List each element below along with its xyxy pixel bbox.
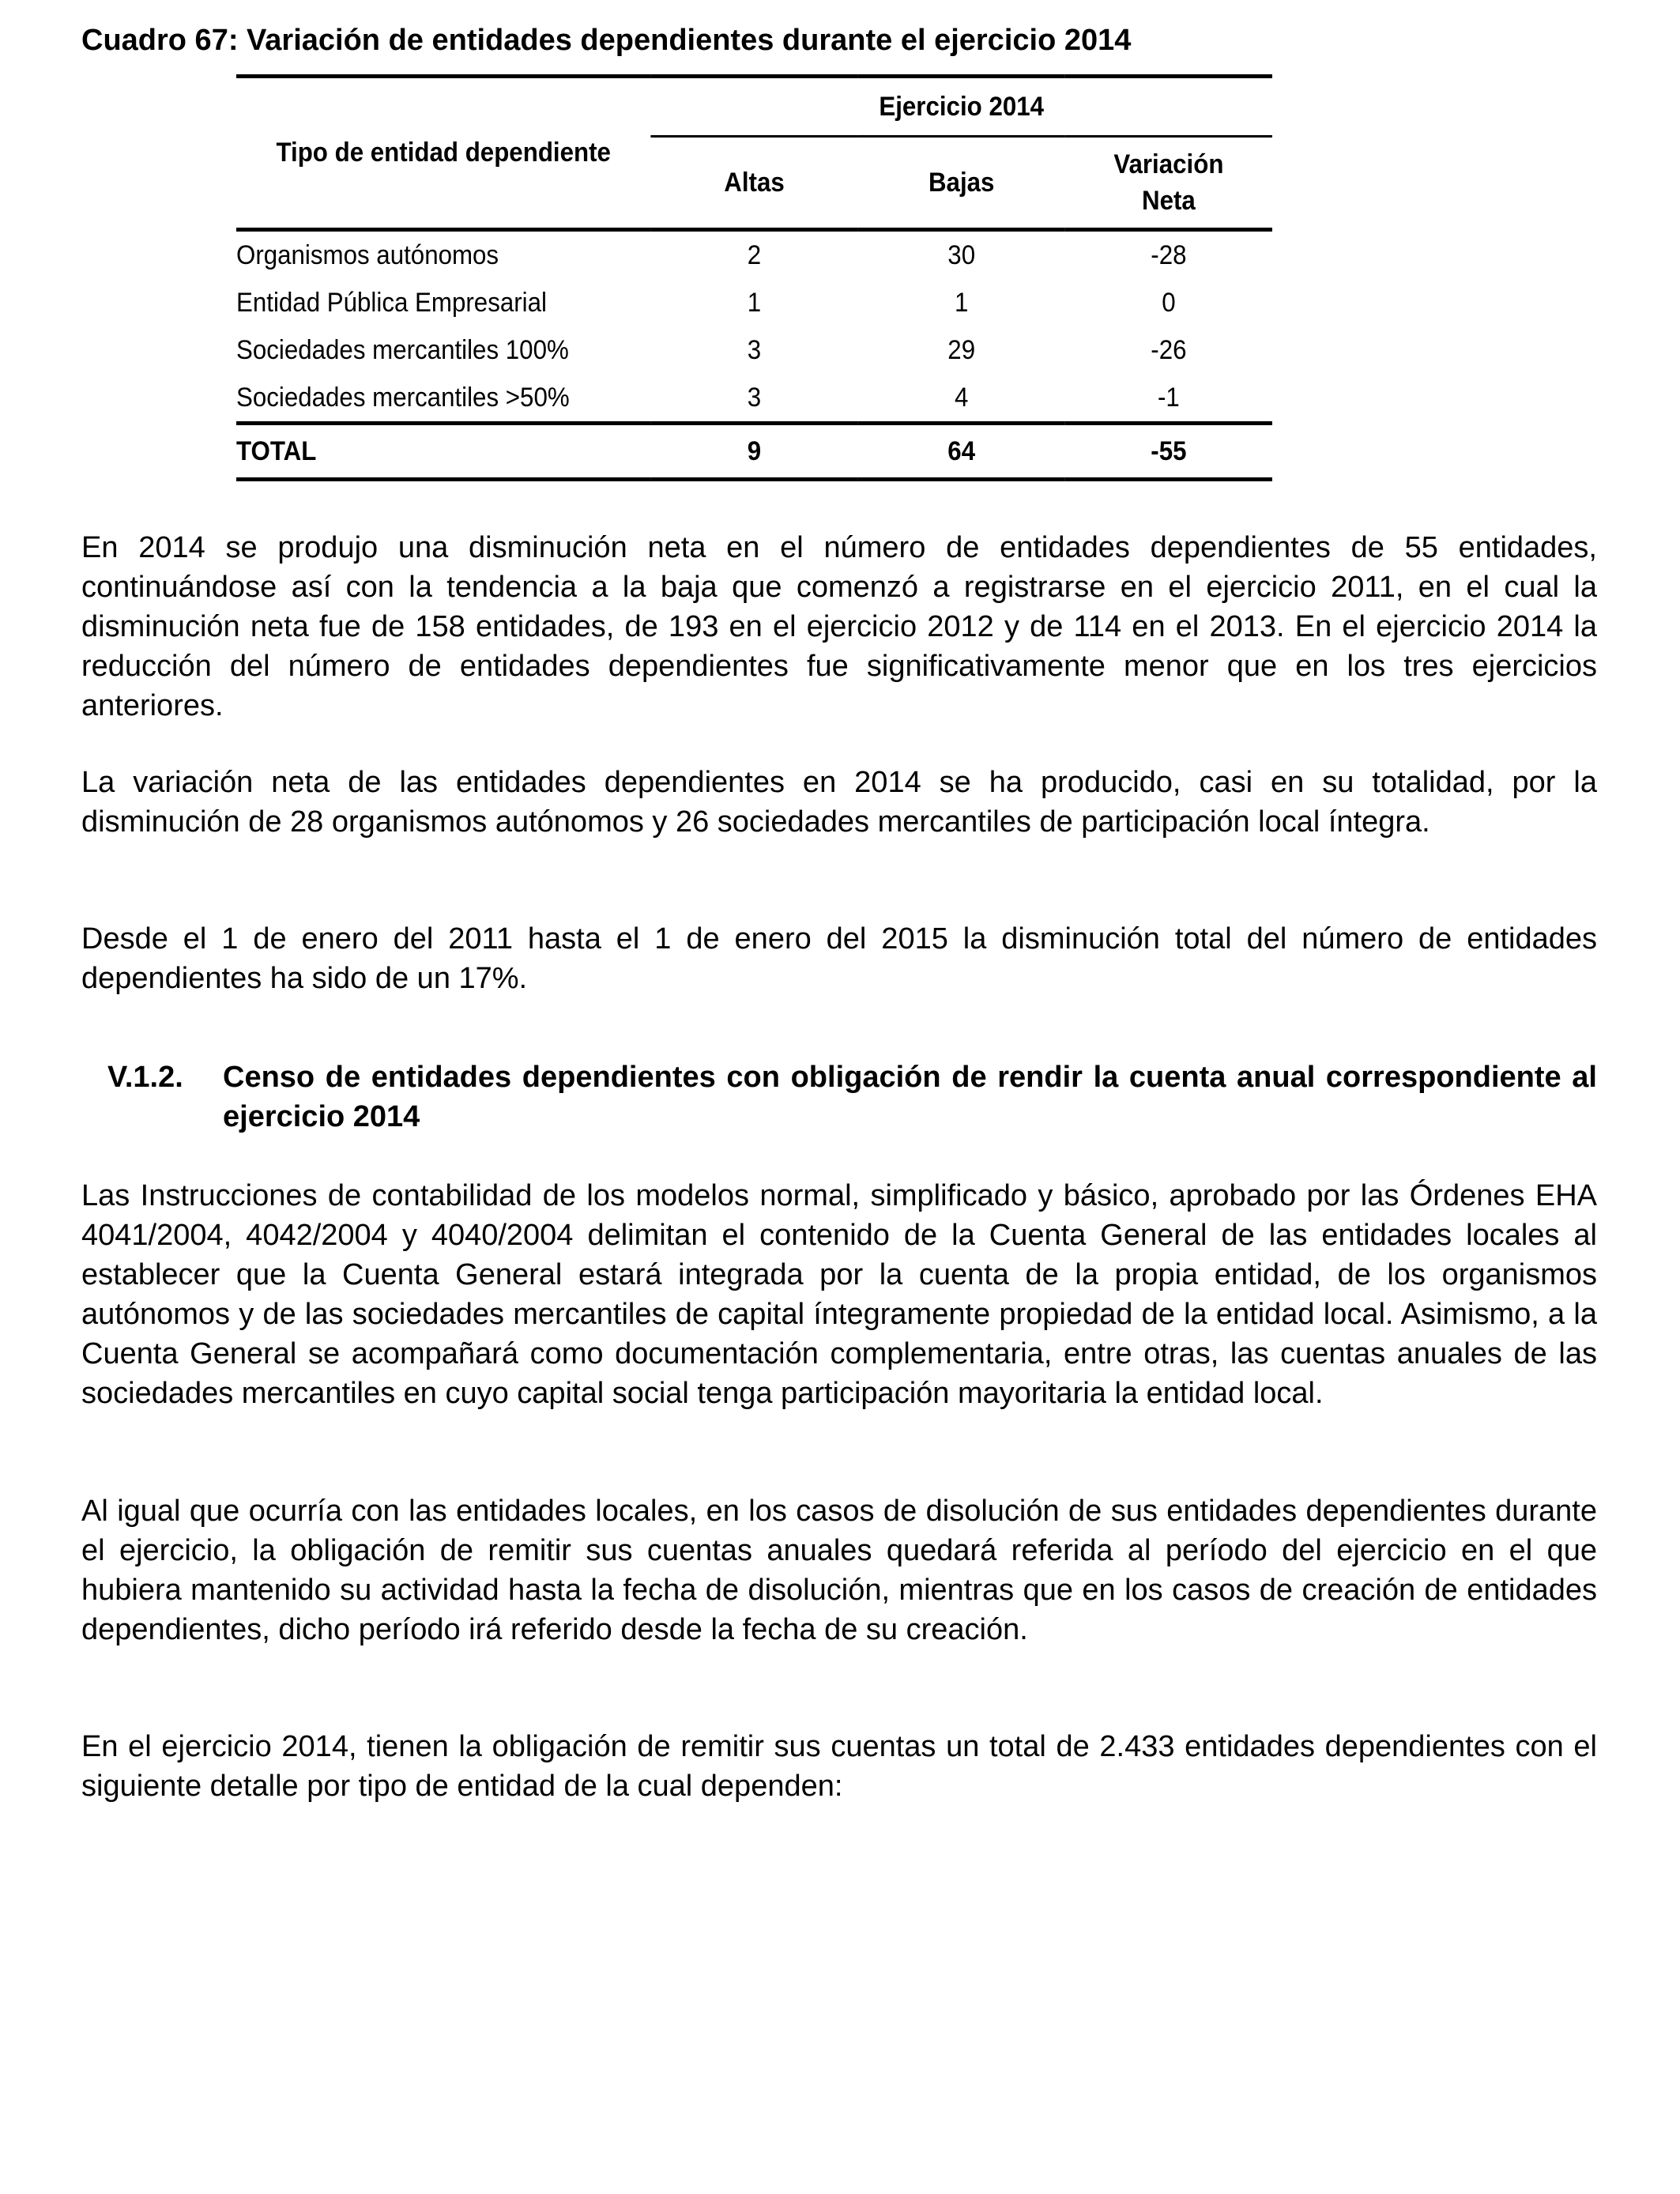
- table-total-row: TOTAL 9 64 -55: [236, 424, 1272, 480]
- paragraph: Al igual que ocurría con las entidades locales, en los casos de disolución de sus entidades dependientes durante el ejercicio, la obligación de remitir sus cuentas anuales quedará referida al período del ejercicio en el que hubiera mantenido su actividad hasta la fecha de disolución, mientras que en los casos de creación de entidades dependientes, dicho período irá referido desde la fecha de su creación.: [81, 1495, 1597, 1646]
- paragraph: Desde el 1 de enero del 2011 hasta el 1 de enero del 2015 la disminución total del número de entidades dependientes ha sido de un 17%.: [81, 922, 1597, 995]
- header-variacion: Variación Neta: [1065, 137, 1272, 230]
- paragraph: En el ejercicio 2014, tienen la obligación de remitir sus cuentas un total de 2.433 entidades dependientes con el siguiente detalle por tipo de entidad de la cual dependen:: [81, 1730, 1597, 1803]
- paragraph: En 2014 se produjo una disminución neta en el número de entidades dependientes de 55 entidades, continuándose así con la tendencia a la baja que comenzó a registrarse en el ejercicio 2011, en el cual la disminución neta fue de 158 entidades, de 193 en el ejercicio 2012 y de 114 en el 2013. En el ejercicio 2014 la reducción del número de entidades dependientes fue significativamente menor que en los tres ejercicios anteriores.: [81, 531, 1597, 722]
- section-title: Censo de entidades dependientes con obligación de rendir la cuenta anual correspondiente al ejercicio 2014: [223, 1061, 1597, 1133]
- header-ejercicio: Ejercicio 2014: [650, 77, 1272, 137]
- header-altas: Altas: [650, 137, 857, 230]
- table-row: Entidad Pública Empresarial 1 1 0: [236, 287, 1176, 318]
- entities-variation-table: [236, 74, 1272, 481]
- table-row: Sociedades mercantiles 100% 3 29 -26: [236, 334, 1187, 365]
- header-bajas: Bajas: [858, 137, 1065, 230]
- table-row: Organismos autónomos 2 30 -28: [236, 239, 1187, 270]
- paragraph: La variación neta de las entidades dependientes en 2014 se ha producido, casi en su totalidad, por la disminución de 28 organismos autónomos y 26 sociedades mercantiles de participación local íntegra.: [81, 766, 1597, 839]
- paragraph: Las Instrucciones de contabilidad de los modelos normal, simplificado y básico, aprobado por las Órdenes EHA 4041/2004, 4042/2004 y 4040/2004 delimitan el contenido de la Cuenta General de las entidades locales al establecer que la Cuenta General estará integrada por la cuenta de la propia entidad, de los organismos autónomos y de las sociedades mercantiles de capital íntegramente propiedad de la entidad local. Asimismo, a la Cuenta General se acompañará como documentación complementaria, entre otras, las cuentas anuales de las sociedades mercantiles en cuyo capital social tenga participación mayoritaria la entidad local.: [81, 1179, 1597, 1410]
- table-caption: Cuadro 67: Variación de entidades dependientes durante el ejercicio 2014: [81, 24, 1132, 57]
- header-tipo: Tipo de entidad dependiente: [236, 77, 650, 230]
- section-heading: [107, 1057, 1597, 1137]
- document-page: [81, 22, 1599, 58]
- section-number: V.1.2.: [107, 1061, 183, 1094]
- table-row: Sociedades mercantiles >50% 3 4 -1: [236, 382, 1180, 413]
